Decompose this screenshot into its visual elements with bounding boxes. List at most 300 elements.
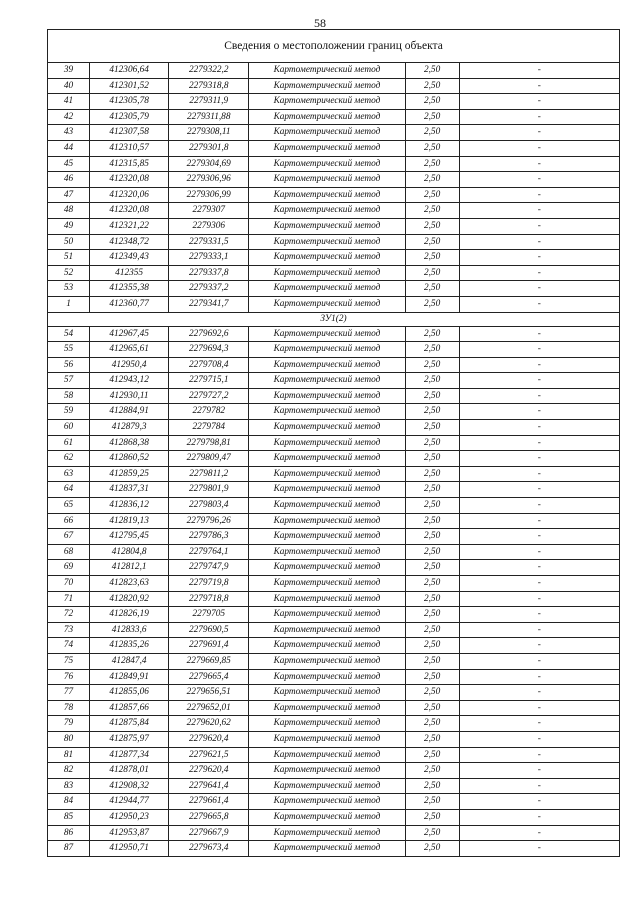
x-coordinate-cell: 412879,3	[90, 420, 169, 436]
y-coordinate-cell: 2279341,7	[169, 296, 249, 312]
y-coordinate-cell: 2279784	[169, 420, 249, 436]
y-coordinate-cell: 2279705	[169, 607, 249, 623]
x-coordinate-cell: 412950,4	[90, 357, 169, 373]
description-cell: -	[459, 296, 619, 312]
point-number-cell: 82	[48, 763, 90, 779]
point-number-cell: 73	[48, 622, 90, 638]
table-row	[48, 466, 620, 482]
section-label: ЗУ1(2)	[48, 312, 620, 326]
y-coordinate-cell: 2279727,2	[169, 388, 249, 404]
point-number-cell: 48	[48, 203, 90, 219]
table-row	[48, 498, 620, 514]
method-cell: Картометрический метод	[249, 250, 405, 266]
point-number-cell: 52	[48, 265, 90, 281]
point-number-cell: 62	[48, 451, 90, 467]
accuracy-cell: 2,50	[405, 607, 459, 623]
point-number-cell: 40	[48, 78, 90, 94]
y-coordinate-cell: 2279719,8	[169, 576, 249, 592]
accuracy-cell: 2,50	[405, 296, 459, 312]
table-row	[48, 529, 620, 545]
method-cell: Картометрический метод	[249, 342, 405, 358]
y-coordinate-cell: 2279665,8	[169, 809, 249, 825]
method-cell: Картометрический метод	[249, 435, 405, 451]
description-cell: -	[459, 778, 619, 794]
table-row	[48, 607, 620, 623]
method-cell: Картометрический метод	[249, 466, 405, 482]
point-number-cell: 57	[48, 373, 90, 389]
x-coordinate-cell: 412804,8	[90, 544, 169, 560]
table-row	[48, 357, 620, 373]
description-cell: -	[459, 218, 619, 234]
method-cell: Картометрический метод	[249, 591, 405, 607]
y-coordinate-cell: 2279308,11	[169, 125, 249, 141]
method-cell: Картометрический метод	[249, 140, 405, 156]
accuracy-cell: 2,50	[405, 763, 459, 779]
point-number-cell: 66	[48, 513, 90, 529]
table-row	[48, 109, 620, 125]
accuracy-cell: 2,50	[405, 172, 459, 188]
x-coordinate-cell: 412355	[90, 265, 169, 281]
x-coordinate-cell: 412305,78	[90, 94, 169, 110]
x-coordinate-cell: 412965,61	[90, 342, 169, 358]
point-number-cell: 78	[48, 700, 90, 716]
point-number-cell: 58	[48, 388, 90, 404]
method-cell: Картометрический метод	[249, 125, 405, 141]
table-body	[48, 30, 620, 857]
point-number-cell: 77	[48, 685, 90, 701]
accuracy-cell: 2,50	[405, 420, 459, 436]
y-coordinate-cell: 2279809,47	[169, 451, 249, 467]
accuracy-cell: 2,50	[405, 250, 459, 266]
point-number-cell: 47	[48, 187, 90, 203]
method-cell: Картометрический метод	[249, 653, 405, 669]
method-cell: Картометрический метод	[249, 685, 405, 701]
table-row	[48, 373, 620, 389]
y-coordinate-cell: 2279337,2	[169, 281, 249, 297]
description-cell: -	[459, 234, 619, 250]
accuracy-cell: 2,50	[405, 778, 459, 794]
table-row	[48, 342, 620, 358]
method-cell: Картометрический метод	[249, 576, 405, 592]
method-cell: Картометрический метод	[249, 607, 405, 623]
y-coordinate-cell: 2279665,4	[169, 669, 249, 685]
point-number-cell: 76	[48, 669, 90, 685]
point-number-cell: 87	[48, 841, 90, 857]
description-cell: -	[459, 747, 619, 763]
point-number-cell: 68	[48, 544, 90, 560]
point-number-cell: 85	[48, 809, 90, 825]
method-cell: Картометрический метод	[249, 109, 405, 125]
y-coordinate-cell: 2279673,4	[169, 841, 249, 857]
table-title-row	[48, 30, 620, 63]
description-cell: -	[459, 731, 619, 747]
method-cell: Картометрический метод	[249, 700, 405, 716]
y-coordinate-cell: 2279318,8	[169, 78, 249, 94]
x-coordinate-cell: 412908,32	[90, 778, 169, 794]
x-coordinate-cell: 412819,13	[90, 513, 169, 529]
table-row	[48, 187, 620, 203]
point-number-cell: 55	[48, 342, 90, 358]
description-cell: -	[459, 591, 619, 607]
x-coordinate-cell: 412820,92	[90, 591, 169, 607]
description-cell: -	[459, 700, 619, 716]
y-coordinate-cell: 2279692,6	[169, 326, 249, 342]
y-coordinate-cell: 2279620,62	[169, 716, 249, 732]
y-coordinate-cell: 2279306,99	[169, 187, 249, 203]
description-cell: -	[459, 841, 619, 857]
accuracy-cell: 2,50	[405, 498, 459, 514]
point-number-cell: 54	[48, 326, 90, 342]
point-number-cell: 70	[48, 576, 90, 592]
y-coordinate-cell: 2279322,2	[169, 63, 249, 79]
table-row	[48, 482, 620, 498]
table-row	[48, 172, 620, 188]
point-number-cell: 49	[48, 218, 90, 234]
method-cell: Картометрический метод	[249, 560, 405, 576]
table-row	[48, 451, 620, 467]
description-cell: -	[459, 513, 619, 529]
method-cell: Картометрический метод	[249, 731, 405, 747]
x-coordinate-cell: 412944,77	[90, 794, 169, 810]
accuracy-cell: 2,50	[405, 653, 459, 669]
point-number-cell: 45	[48, 156, 90, 172]
method-cell: Картометрический метод	[249, 281, 405, 297]
accuracy-cell: 2,50	[405, 809, 459, 825]
accuracy-cell: 2,50	[405, 187, 459, 203]
description-cell: -	[459, 156, 619, 172]
description-cell: -	[459, 125, 619, 141]
y-coordinate-cell: 2279620,4	[169, 731, 249, 747]
y-coordinate-cell: 2279796,26	[169, 513, 249, 529]
point-number-cell: 61	[48, 435, 90, 451]
y-coordinate-cell: 2279337,8	[169, 265, 249, 281]
accuracy-cell: 2,50	[405, 466, 459, 482]
accuracy-cell: 2,50	[405, 794, 459, 810]
method-cell: Картометрический метод	[249, 669, 405, 685]
table-row	[48, 250, 620, 266]
description-cell: -	[459, 716, 619, 732]
description-cell: -	[459, 638, 619, 654]
description-cell: -	[459, 265, 619, 281]
table-row	[48, 78, 620, 94]
accuracy-cell: 2,50	[405, 731, 459, 747]
method-cell: Картометрический метод	[249, 763, 405, 779]
point-number-cell: 83	[48, 778, 90, 794]
x-coordinate-cell: 412868,38	[90, 435, 169, 451]
y-coordinate-cell: 2279641,4	[169, 778, 249, 794]
method-cell: Картометрический метод	[249, 420, 405, 436]
point-number-cell: 41	[48, 94, 90, 110]
y-coordinate-cell: 2279715,1	[169, 373, 249, 389]
y-coordinate-cell: 2279306,96	[169, 172, 249, 188]
description-cell: -	[459, 250, 619, 266]
table-row	[48, 576, 620, 592]
accuracy-cell: 2,50	[405, 326, 459, 342]
accuracy-cell: 2,50	[405, 218, 459, 234]
point-number-cell: 1	[48, 296, 90, 312]
table-row	[48, 716, 620, 732]
accuracy-cell: 2,50	[405, 373, 459, 389]
y-coordinate-cell: 2279306	[169, 218, 249, 234]
table-row	[48, 404, 620, 420]
point-number-cell: 65	[48, 498, 90, 514]
accuracy-cell: 2,50	[405, 482, 459, 498]
point-number-cell: 43	[48, 125, 90, 141]
x-coordinate-cell: 412320,08	[90, 203, 169, 219]
x-coordinate-cell: 412875,97	[90, 731, 169, 747]
y-coordinate-cell: 2279718,8	[169, 591, 249, 607]
table-title: Сведения о местоположении границ объекта	[48, 30, 620, 63]
x-coordinate-cell: 412795,45	[90, 529, 169, 545]
description-cell: -	[459, 498, 619, 514]
table-row	[48, 809, 620, 825]
boundary-coordinates-table	[47, 29, 620, 857]
table-row	[48, 622, 620, 638]
point-number-cell: 71	[48, 591, 90, 607]
y-coordinate-cell: 2279331,5	[169, 234, 249, 250]
accuracy-cell: 2,50	[405, 529, 459, 545]
table-row	[48, 794, 620, 810]
point-number-cell: 46	[48, 172, 90, 188]
x-coordinate-cell: 412860,52	[90, 451, 169, 467]
table-row	[48, 296, 620, 312]
x-coordinate-cell: 412355,38	[90, 281, 169, 297]
x-coordinate-cell: 412307,58	[90, 125, 169, 141]
accuracy-cell: 2,50	[405, 357, 459, 373]
method-cell: Картометрический метод	[249, 78, 405, 94]
description-cell: -	[459, 763, 619, 779]
x-coordinate-cell: 412321,22	[90, 218, 169, 234]
x-coordinate-cell: 412953,87	[90, 825, 169, 841]
y-coordinate-cell: 2279786,3	[169, 529, 249, 545]
table-row	[48, 420, 620, 436]
y-coordinate-cell: 2279311,88	[169, 109, 249, 125]
point-number-cell: 39	[48, 63, 90, 79]
y-coordinate-cell: 2279764,1	[169, 544, 249, 560]
accuracy-cell: 2,50	[405, 591, 459, 607]
y-coordinate-cell: 2279691,4	[169, 638, 249, 654]
accuracy-cell: 2,50	[405, 544, 459, 560]
method-cell: Картометрический метод	[249, 187, 405, 203]
x-coordinate-cell: 412950,71	[90, 841, 169, 857]
method-cell: Картометрический метод	[249, 794, 405, 810]
point-number-cell: 42	[48, 109, 90, 125]
accuracy-cell: 2,50	[405, 435, 459, 451]
description-cell: -	[459, 576, 619, 592]
accuracy-cell: 2,50	[405, 560, 459, 576]
accuracy-cell: 2,50	[405, 342, 459, 358]
accuracy-cell: 2,50	[405, 125, 459, 141]
method-cell: Картометрический метод	[249, 825, 405, 841]
x-coordinate-cell: 412349,43	[90, 250, 169, 266]
accuracy-cell: 2,50	[405, 109, 459, 125]
description-cell: -	[459, 342, 619, 358]
table-row	[48, 125, 620, 141]
description-cell: -	[459, 172, 619, 188]
x-coordinate-cell: 412875,84	[90, 716, 169, 732]
table-row	[48, 763, 620, 779]
accuracy-cell: 2,50	[405, 638, 459, 654]
accuracy-cell: 2,50	[405, 716, 459, 732]
point-number-cell: 51	[48, 250, 90, 266]
description-cell: -	[459, 825, 619, 841]
x-coordinate-cell: 412823,63	[90, 576, 169, 592]
description-cell: -	[459, 388, 619, 404]
y-coordinate-cell: 2279307	[169, 203, 249, 219]
x-coordinate-cell: 412301,52	[90, 78, 169, 94]
point-number-cell: 79	[48, 716, 90, 732]
point-number-cell: 44	[48, 140, 90, 156]
x-coordinate-cell: 412884,91	[90, 404, 169, 420]
method-cell: Картометрический метод	[249, 63, 405, 79]
page-number: 58	[314, 16, 326, 30]
description-cell: -	[459, 809, 619, 825]
table-row	[48, 218, 620, 234]
point-number-cell: 81	[48, 747, 90, 763]
method-cell: Картометрический метод	[249, 809, 405, 825]
point-number-cell: 50	[48, 234, 90, 250]
x-coordinate-cell: 412878,01	[90, 763, 169, 779]
point-number-cell: 67	[48, 529, 90, 545]
description-cell: -	[459, 794, 619, 810]
y-coordinate-cell: 2279667,9	[169, 825, 249, 841]
description-cell: -	[459, 203, 619, 219]
y-coordinate-cell: 2279669,85	[169, 653, 249, 669]
method-cell: Картометрический метод	[249, 373, 405, 389]
table-row	[48, 685, 620, 701]
point-number-cell: 60	[48, 420, 90, 436]
description-cell: -	[459, 529, 619, 545]
accuracy-cell: 2,50	[405, 747, 459, 763]
description-cell: -	[459, 187, 619, 203]
accuracy-cell: 2,50	[405, 825, 459, 841]
table-row	[48, 326, 620, 342]
method-cell: Картометрический метод	[249, 404, 405, 420]
x-coordinate-cell: 412348,72	[90, 234, 169, 250]
description-cell: -	[459, 63, 619, 79]
description-cell: -	[459, 669, 619, 685]
method-cell: Картометрический метод	[249, 716, 405, 732]
y-coordinate-cell: 2279661,4	[169, 794, 249, 810]
accuracy-cell: 2,50	[405, 513, 459, 529]
method-cell: Картометрический метод	[249, 203, 405, 219]
accuracy-cell: 2,50	[405, 265, 459, 281]
method-cell: Картометрический метод	[249, 172, 405, 188]
point-number-cell: 69	[48, 560, 90, 576]
method-cell: Картометрический метод	[249, 156, 405, 172]
table-row	[48, 638, 620, 654]
method-cell: Картометрический метод	[249, 296, 405, 312]
x-coordinate-cell: 412847,4	[90, 653, 169, 669]
method-cell: Картометрический метод	[249, 218, 405, 234]
table-row	[48, 388, 620, 404]
point-number-cell: 72	[48, 607, 90, 623]
x-coordinate-cell: 412859,25	[90, 466, 169, 482]
accuracy-cell: 2,50	[405, 700, 459, 716]
x-coordinate-cell: 412812,1	[90, 560, 169, 576]
table-row	[48, 203, 620, 219]
point-number-cell: 59	[48, 404, 90, 420]
table-row	[48, 700, 620, 716]
method-cell: Картометрический метод	[249, 388, 405, 404]
description-cell: -	[459, 560, 619, 576]
description-cell: -	[459, 622, 619, 638]
method-cell: Картометрический метод	[249, 513, 405, 529]
method-cell: Картометрический метод	[249, 357, 405, 373]
description-cell: -	[459, 78, 619, 94]
table-row	[48, 513, 620, 529]
accuracy-cell: 2,50	[405, 841, 459, 857]
x-coordinate-cell: 412310,57	[90, 140, 169, 156]
description-cell: -	[459, 435, 619, 451]
method-cell: Картометрический метод	[249, 638, 405, 654]
y-coordinate-cell: 2279301,8	[169, 140, 249, 156]
point-number-cell: 56	[48, 357, 90, 373]
point-number-cell: 63	[48, 466, 90, 482]
x-coordinate-cell: 412835,26	[90, 638, 169, 654]
x-coordinate-cell: 412943,12	[90, 373, 169, 389]
table-row	[48, 94, 620, 110]
table-row	[48, 778, 620, 794]
section-header-row	[48, 312, 620, 326]
description-cell: -	[459, 326, 619, 342]
table-row	[48, 731, 620, 747]
table-row	[48, 544, 620, 560]
description-cell: -	[459, 109, 619, 125]
point-number-cell: 75	[48, 653, 90, 669]
point-number-cell: 86	[48, 825, 90, 841]
x-coordinate-cell: 412320,08	[90, 172, 169, 188]
y-coordinate-cell: 2279690,5	[169, 622, 249, 638]
method-cell: Картометрический метод	[249, 747, 405, 763]
accuracy-cell: 2,50	[405, 63, 459, 79]
accuracy-cell: 2,50	[405, 622, 459, 638]
x-coordinate-cell: 412360,77	[90, 296, 169, 312]
point-number-cell: 74	[48, 638, 90, 654]
y-coordinate-cell: 2279333,1	[169, 250, 249, 266]
accuracy-cell: 2,50	[405, 388, 459, 404]
y-coordinate-cell: 2279620,4	[169, 763, 249, 779]
x-coordinate-cell: 412857,66	[90, 700, 169, 716]
method-cell: Картометрический метод	[249, 265, 405, 281]
table-row	[48, 669, 620, 685]
table-row	[48, 265, 620, 281]
description-cell: -	[459, 653, 619, 669]
y-coordinate-cell: 2279311,9	[169, 94, 249, 110]
description-cell: -	[459, 451, 619, 467]
accuracy-cell: 2,50	[405, 156, 459, 172]
table-row	[48, 140, 620, 156]
description-cell: -	[459, 607, 619, 623]
method-cell: Картометрический метод	[249, 482, 405, 498]
y-coordinate-cell: 2279621,5	[169, 747, 249, 763]
table-row	[48, 825, 620, 841]
x-coordinate-cell: 412306,64	[90, 63, 169, 79]
accuracy-cell: 2,50	[405, 203, 459, 219]
x-coordinate-cell: 412836,12	[90, 498, 169, 514]
description-cell: -	[459, 466, 619, 482]
method-cell: Картометрический метод	[249, 326, 405, 342]
y-coordinate-cell: 2279803,4	[169, 498, 249, 514]
x-coordinate-cell: 412315,85	[90, 156, 169, 172]
description-cell: -	[459, 685, 619, 701]
method-cell: Картометрический метод	[249, 622, 405, 638]
accuracy-cell: 2,50	[405, 451, 459, 467]
accuracy-cell: 2,50	[405, 94, 459, 110]
x-coordinate-cell: 412855,06	[90, 685, 169, 701]
y-coordinate-cell: 2279798,81	[169, 435, 249, 451]
description-cell: -	[459, 140, 619, 156]
